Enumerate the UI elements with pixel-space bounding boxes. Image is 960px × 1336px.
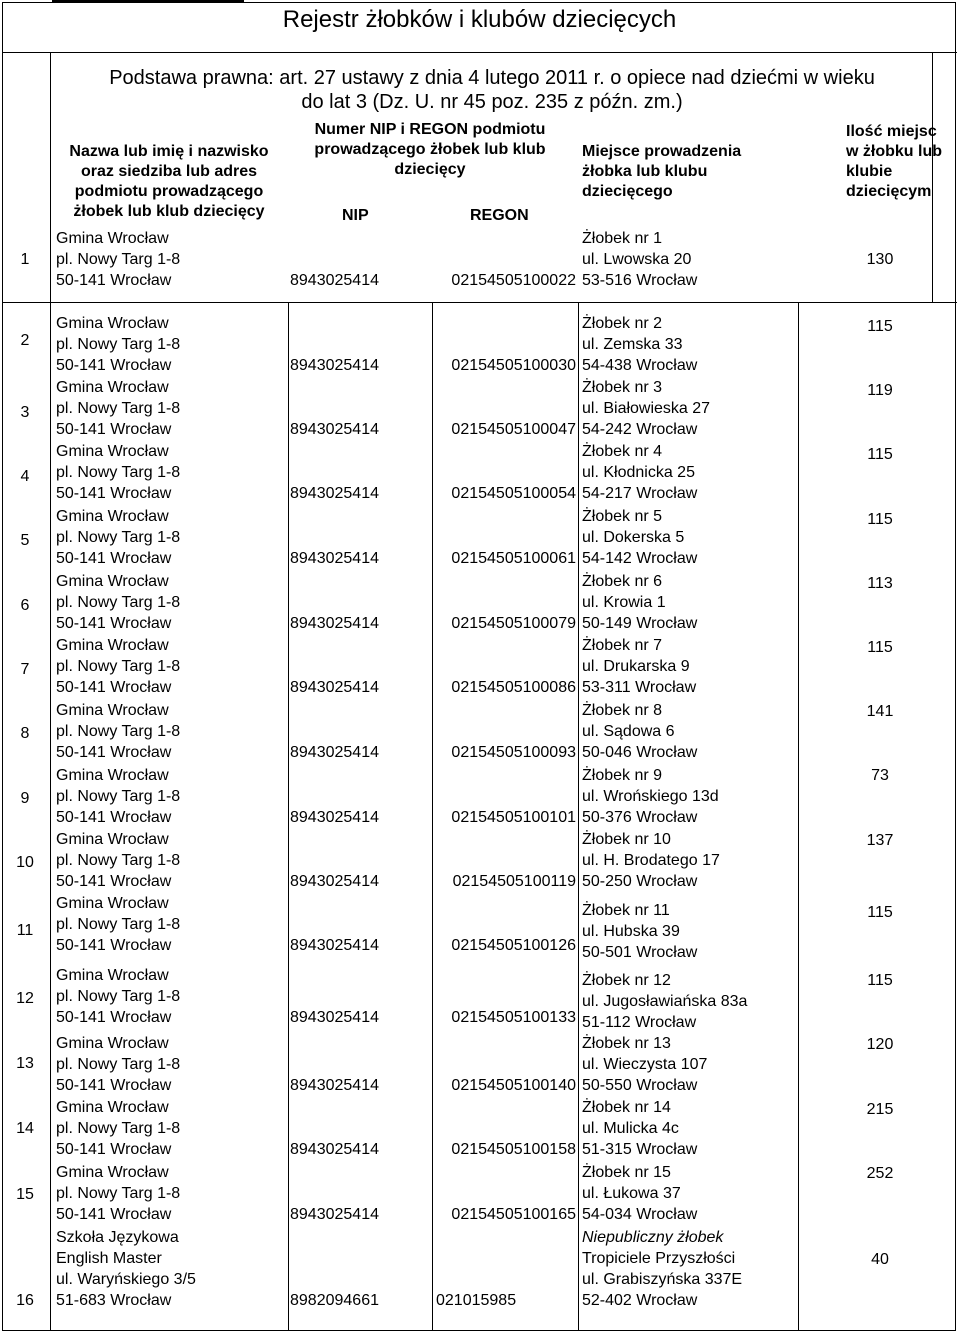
header-location xyxy=(582,142,741,202)
entity-line: pl. Nowy Targ 1-8 xyxy=(56,251,181,268)
row-regon: 02154505100101 xyxy=(451,809,576,826)
entity-line: 50-141 Wrocław xyxy=(56,873,172,890)
row-entity xyxy=(56,765,180,828)
location-line: 50-149 Wrocław xyxy=(582,615,698,632)
entity-line: 50-141 Wrocław xyxy=(56,357,172,374)
entity-line: 50-141 Wrocław xyxy=(56,744,172,761)
entity-line: 50-141 Wrocław xyxy=(56,485,172,502)
row-regon: 02154505100119 xyxy=(452,873,576,890)
location-line: ul. Lwowska 20 xyxy=(582,251,692,268)
column-divider xyxy=(50,52,51,302)
row-entity xyxy=(56,441,180,504)
location-line: ul. Hubska 39 xyxy=(582,923,680,940)
row-places: 137 xyxy=(866,832,894,849)
location-line: 53-516 Wrocław xyxy=(582,272,698,289)
row-location xyxy=(582,441,697,504)
entity-line: 50-141 Wrocław xyxy=(56,809,172,826)
location-line: 51-112 Wrocław xyxy=(582,1014,697,1031)
location-line: ul. Wrońskiego 13d xyxy=(582,788,719,805)
entity-line: English Master xyxy=(56,1250,162,1267)
row-number: 8 xyxy=(20,725,30,742)
column-divider xyxy=(798,302,799,1331)
row-places: 115 xyxy=(867,904,893,921)
row-places: 115 xyxy=(867,972,893,989)
row-nip: 8982094661 xyxy=(290,1292,379,1309)
row-entity xyxy=(56,377,180,440)
location-line: ul. Łukowa 37 xyxy=(582,1185,681,1202)
entity-line: pl. Nowy Targ 1-8 xyxy=(56,1120,181,1137)
location-line: 50-550 Wrocław xyxy=(582,1077,698,1094)
row-nip: 8943025414 xyxy=(290,1141,379,1158)
row-regon: 02154505100086 xyxy=(451,679,576,696)
entity-line: pl. Nowy Targ 1-8 xyxy=(56,464,181,481)
row-nip: 8943025414 xyxy=(290,809,379,826)
title-separator xyxy=(2,52,957,53)
entity-line: Gmina Wrocław xyxy=(56,1164,169,1181)
entity-line: pl. Nowy Targ 1-8 xyxy=(56,852,181,869)
location-line: Żłobek nr 7 xyxy=(582,637,663,654)
entity-line: 50-141 Wrocław xyxy=(56,272,172,289)
location-line: ul. Białowieska 27 xyxy=(582,400,711,417)
row-nip: 8943025414 xyxy=(290,550,379,567)
header-ids-group xyxy=(280,120,580,180)
entity-line: pl. Nowy Targ 1-8 xyxy=(56,1185,181,1202)
location-line: 50-501 Wrocław xyxy=(582,944,698,961)
page-title: Rejestr żłobków i klubów dziecięcych xyxy=(282,6,677,33)
location-line: Żłobek nr 2 xyxy=(582,315,663,332)
row-regon: 02154505100047 xyxy=(451,421,576,438)
entity-line: 50-141 Wrocław xyxy=(56,937,172,954)
row-location xyxy=(582,1097,697,1160)
row-nip: 8943025414 xyxy=(290,679,379,696)
entity-line: Gmina Wrocław xyxy=(56,379,169,396)
row-places: 115 xyxy=(867,639,893,656)
location-line: ul. H. Brodatego 17 xyxy=(582,852,720,869)
entity-line: Gmina Wrocław xyxy=(56,443,169,460)
row-number: 4 xyxy=(20,468,30,485)
row-entity xyxy=(56,571,180,634)
row-nip: 8943025414 xyxy=(290,744,379,761)
entity-line: pl. Nowy Targ 1-8 xyxy=(56,916,181,933)
entity-line: Gmina Wrocław xyxy=(56,573,169,590)
legal-basis-line: Podstawa prawna: art. 27 ustawy z dnia 4 lutego 2011 r. o opiece nad dziećmi w wieku xyxy=(109,67,875,89)
header-capacity xyxy=(846,122,942,202)
legal-basis-line: do lat 3 (Dz. U. nr 45 poz. 235 z późn. zm.) xyxy=(301,91,683,113)
location-line: Żłobek nr 1 xyxy=(582,230,663,247)
entity-line: Gmina Wrocław xyxy=(56,895,169,912)
entity-line: pl. Nowy Targ 1-8 xyxy=(56,529,181,546)
row-location xyxy=(582,1033,707,1096)
row-regon: 02154505100054 xyxy=(451,485,576,502)
row-places: 215 xyxy=(866,1101,894,1118)
row-location xyxy=(582,1162,697,1225)
row-nip: 8943025414 xyxy=(290,485,379,502)
row-entity xyxy=(56,893,180,956)
location-line: Żłobek nr 6 xyxy=(582,573,663,590)
row-places: 252 xyxy=(866,1165,894,1182)
entity-line: pl. Nowy Targ 1-8 xyxy=(56,988,181,1005)
location-line: Żłobek nr 14 xyxy=(582,1099,671,1116)
row-location xyxy=(582,900,697,963)
row-places: 119 xyxy=(867,382,893,399)
location-line: Żłobek nr 11 xyxy=(582,902,670,919)
header-ids-line: Numer NIP i REGON podmiotu xyxy=(314,121,546,138)
entity-line: Gmina Wrocław xyxy=(56,230,169,247)
row-places: 115 xyxy=(867,446,893,463)
row-nip: 8943025414 xyxy=(290,873,379,890)
header-ids-line: prowadzącego żłobek lub klub xyxy=(314,141,546,158)
location-line: 54-034 Wrocław xyxy=(582,1206,698,1223)
entity-line: Gmina Wrocław xyxy=(56,967,169,984)
location-line: 54-242 Wrocław xyxy=(582,421,698,438)
entity-line: 50-141 Wrocław xyxy=(56,1009,172,1026)
header-entity-line: Nazwa lub imię i nazwisko xyxy=(69,143,269,160)
location-line: 53-311 Wrocław xyxy=(582,679,697,696)
row-number: 13 xyxy=(16,1055,34,1072)
row-nip: 8943025414 xyxy=(290,1206,379,1223)
entity-line: Gmina Wrocław xyxy=(56,767,169,784)
row-entity xyxy=(56,700,180,763)
row-number: 16 xyxy=(16,1292,34,1309)
header-capacity-line: dziecięcym xyxy=(846,183,932,200)
location-line: 52-402 Wrocław xyxy=(582,1292,698,1309)
location-line: Żłobek nr 15 xyxy=(582,1164,671,1181)
header-entity xyxy=(52,142,286,222)
row-entity xyxy=(56,313,180,376)
header-ids-line: dziecięcy xyxy=(394,161,466,178)
row-places: 113 xyxy=(867,575,893,592)
row-nip: 8943025414 xyxy=(290,615,379,632)
row-nip: 8943025414 xyxy=(290,1009,379,1026)
row-location xyxy=(582,313,697,376)
header-separator xyxy=(2,302,957,303)
row-regon: 02154505100030 xyxy=(451,357,576,374)
column-divider xyxy=(50,302,51,1331)
entity-line: 51-683 Wrocław xyxy=(56,1292,172,1309)
entity-line: Gmina Wrocław xyxy=(56,508,169,525)
row-nip: 8943025414 xyxy=(290,357,379,374)
location-line: ul. Jugosławiańska 83a xyxy=(582,993,748,1010)
header-location-line: Miejsce prowadzenia xyxy=(582,143,742,160)
row-location xyxy=(582,700,697,763)
location-line: Żłobek nr 9 xyxy=(582,767,663,784)
row-location xyxy=(582,829,720,892)
row-regon: 02154505100140 xyxy=(451,1077,576,1094)
entity-line: pl. Nowy Targ 1-8 xyxy=(56,400,181,417)
row-number: 1 xyxy=(20,251,30,268)
location-line: Żłobek nr 4 xyxy=(582,443,663,460)
row-entity xyxy=(56,965,180,1028)
row-regon: 02154505100165 xyxy=(451,1206,576,1223)
row-places: 141 xyxy=(866,703,894,720)
entity-line: Szkoła Językowa xyxy=(56,1229,179,1246)
row-entity xyxy=(56,1033,180,1096)
entity-line: pl. Nowy Targ 1-8 xyxy=(56,1056,181,1073)
location-line: Niepubliczny żłobek xyxy=(582,1229,724,1246)
entity-line: 50-141 Wrocław xyxy=(56,679,172,696)
row-number: 2 xyxy=(20,332,30,349)
location-line: Żłobek nr 8 xyxy=(582,702,663,719)
header-location-line: żłobka lub klubu xyxy=(582,163,708,180)
column-divider xyxy=(288,302,289,1331)
location-line: 54-142 Wrocław xyxy=(582,550,698,567)
row-number: 9 xyxy=(20,790,30,807)
row-location xyxy=(582,970,747,1033)
location-line: ul. Kłodnicka 25 xyxy=(582,464,695,481)
location-line: Tropiciele Przyszłości xyxy=(582,1250,736,1267)
row-entity xyxy=(56,228,180,291)
entity-line: Gmina Wrocław xyxy=(56,831,169,848)
header-entity-line: żłobek lub klub dziecięcy xyxy=(73,203,265,220)
location-line: 50-250 Wrocław xyxy=(582,873,698,890)
row-number: 14 xyxy=(16,1120,34,1137)
location-line: Żłobek nr 5 xyxy=(582,508,663,525)
entity-line: 50-141 Wrocław xyxy=(56,1141,172,1158)
row-number: 6 xyxy=(20,597,30,614)
entity-line: 50-141 Wrocław xyxy=(56,615,172,632)
location-line: 50-046 Wrocław xyxy=(582,744,698,761)
row-location xyxy=(582,228,697,291)
entity-line: Gmina Wrocław xyxy=(56,1035,169,1052)
location-line: ul. Mulicka 4c xyxy=(582,1120,679,1137)
row-places: 130 xyxy=(866,251,894,268)
location-line: Żłobek nr 10 xyxy=(582,831,671,848)
entity-line: pl. Nowy Targ 1-8 xyxy=(56,723,181,740)
column-divider xyxy=(578,302,579,1331)
entity-line: pl. Nowy Targ 1-8 xyxy=(56,336,181,353)
entity-line: 50-141 Wrocław xyxy=(56,1077,172,1094)
row-places: 115 xyxy=(867,318,893,335)
location-line: ul. Zemska 33 xyxy=(582,336,683,353)
row-number: 12 xyxy=(16,990,34,1007)
row-places: 40 xyxy=(871,1251,889,1268)
entity-line: 50-141 Wrocław xyxy=(56,550,172,567)
entity-line: Gmina Wrocław xyxy=(56,315,169,332)
legal-basis xyxy=(52,66,932,114)
row-regon: 021015985 xyxy=(436,1292,517,1309)
location-line: 54-438 Wrocław xyxy=(582,357,698,374)
entity-line: 50-141 Wrocław xyxy=(56,421,172,438)
row-regon: 02154505100022 xyxy=(451,272,576,289)
row-number: 7 xyxy=(20,661,30,678)
row-entity xyxy=(56,635,180,698)
row-number: 3 xyxy=(20,404,30,421)
location-line: 50-376 Wrocław xyxy=(582,809,698,826)
header-capacity-line: w żłobku lub xyxy=(846,143,942,160)
row-location xyxy=(582,506,697,569)
header-location-line: dziecięcego xyxy=(582,183,673,200)
row-number: 5 xyxy=(20,532,30,549)
row-location xyxy=(582,635,696,698)
row-number: 11 xyxy=(16,922,34,939)
location-line: ul. Sądowa 6 xyxy=(582,723,675,740)
row-entity xyxy=(56,1162,180,1225)
location-line: 51-315 Wrocław xyxy=(582,1141,698,1158)
header-regon: REGON xyxy=(470,207,529,224)
row-nip: 8943025414 xyxy=(290,937,379,954)
header-entity-line: oraz siedziba lub adres xyxy=(80,163,258,180)
location-line: Żłobek nr 12 xyxy=(582,972,671,989)
row-places: 115 xyxy=(867,511,893,528)
row-number: 10 xyxy=(16,854,34,871)
header-nip: NIP xyxy=(342,207,369,224)
entity-line: pl. Nowy Targ 1-8 xyxy=(56,788,181,805)
row-regon: 02154505100158 xyxy=(451,1141,576,1158)
entity-line: Gmina Wrocław xyxy=(56,702,169,719)
location-line: ul. Wieczysta 107 xyxy=(582,1056,708,1073)
row-number: 15 xyxy=(16,1186,34,1203)
entity-line: pl. Nowy Targ 1-8 xyxy=(56,594,181,611)
row-location xyxy=(582,765,719,828)
row-entity xyxy=(56,1097,180,1160)
entity-line: pl. Nowy Targ 1-8 xyxy=(56,658,181,675)
header-entity-line: podmiotu prowadzącego xyxy=(74,183,264,200)
location-line: Żłobek nr 3 xyxy=(582,379,663,396)
location-line: ul. Krowia 1 xyxy=(582,594,666,611)
row-entity xyxy=(56,506,180,569)
entity-line: ul. Waryńskiego 3/5 xyxy=(56,1271,196,1288)
row-nip: 8943025414 xyxy=(290,421,379,438)
row-places: 120 xyxy=(866,1036,894,1053)
location-line: ul. Dokerska 5 xyxy=(582,529,685,546)
row-entity xyxy=(56,829,180,892)
entity-line: 50-141 Wrocław xyxy=(56,1206,172,1223)
row-places: 73 xyxy=(871,767,889,784)
entity-line: Gmina Wrocław xyxy=(56,637,169,654)
row-location xyxy=(582,571,697,634)
header-capacity-line: klubie xyxy=(846,163,893,180)
row-nip: 8943025414 xyxy=(290,272,379,289)
header-capacity-line: Ilość miejsc xyxy=(846,123,937,140)
row-location xyxy=(582,377,710,440)
row-regon: 02154505100126 xyxy=(451,937,576,954)
row-regon: 02154505100079 xyxy=(451,615,576,632)
row-regon: 02154505100133 xyxy=(451,1009,576,1026)
row-regon: 02154505100093 xyxy=(451,744,576,761)
location-line: ul. Grabiszyńska 337E xyxy=(582,1271,743,1288)
row-entity xyxy=(56,1227,196,1311)
location-line: Żłobek nr 13 xyxy=(582,1035,671,1052)
row-nip: 8943025414 xyxy=(290,1077,379,1094)
location-line: ul. Drukarska 9 xyxy=(582,658,690,675)
location-line: 54-217 Wrocław xyxy=(582,485,698,502)
row-location xyxy=(582,1227,742,1311)
entity-line: Gmina Wrocław xyxy=(56,1099,169,1116)
row-regon: 02154505100061 xyxy=(451,550,576,567)
